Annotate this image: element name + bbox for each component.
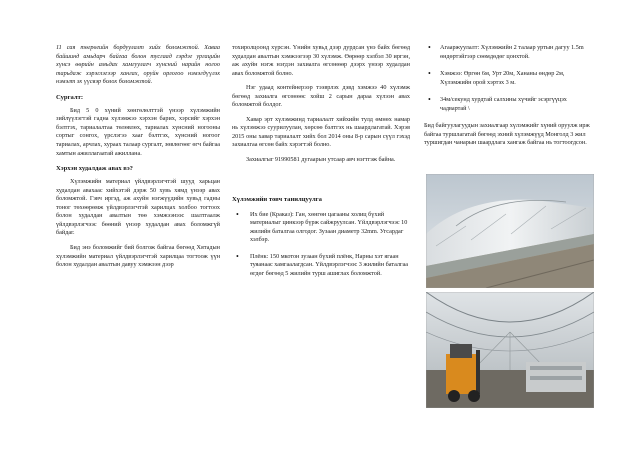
column-right (424, 44, 594, 154)
spec-list-continued (424, 44, 594, 113)
purchase-paragraph: Хүлэмжийн материал үйлдвэрлэгчтэй шууд харьцан худалдан авахаас хийхэтэй дэрж 50 хувь хямд үнээр авах боломжтой. Гэвч иргэд, аж ахуйн нэгжүүдийн хувьд гадны тоног төхөөрөмж үйлдвэрлэгчтэй харилцах холбоо тогтоох болон худалдан авалтын төө хэмжээнээс шалтгаалж үйлдвэрлэгчээс бөөний үнээр худалдан авах боломжгүй байдаг. (56, 178, 220, 237)
spec-size-item: • Хэмжээ: Өргөн 6м, Урт 20м, Хананы өндөр 2м, Хүлэмжийн орой хэртэх 3 м. (424, 70, 594, 87)
spec-film-item: • Плёнк: 150 мкотон зузаан бүхий плёнк, Нарны хэт ягаан туяанаас хамгаалагдсан. Үйлдвэрлэгчээс 3 жилийн баталгаа өгдөг бөгөөд 5 жилийн турш ашиглах боломжтой. (232, 253, 410, 279)
greenhouse-exterior-photo (426, 174, 594, 288)
experience-paragraph: Бид байгуулагуудын захиалгаар хүлэмжийг хүний оруулж ирж байгаа туршлагатай бөгөөд эхний хүлэмжүүд Монголд 3 жил туршигдан чанарын шаардлага хангаж байгаа нь тогтоогдсон. (424, 122, 590, 147)
shipping-paragraph: Нэг удаад контейнерээр тээврлэх дэвд хэмжээ 40 хүлэмж бөгөөд захиалга өгсөнөөс хойш 2 сарын дараа хүлээн авах боломжтой болдог. (232, 84, 410, 109)
how-to-buy-heading: Хэрхэн худалдаж авах вэ? (56, 165, 133, 173)
spec-list (232, 211, 410, 279)
training-paragraph: Бид 5 0 хүний хөнгөлөлттэй үнээр хүлэмжийн зийлүүлэгтэй гадна хүлэмжээ хэрхэн барих, хэрсийг хэрхэн бэлтгэх, тариалалтаа төлөвлөх, тариалах хүнсний ногооны сортыг сонгох, үрслэгээ хааг бэлтгэх, хүнсний ногоог тариалах, арчлах, хураах талаар сургалт, зөвлөгөөг өгч байгаа хамтын ажиллагаатай ажиллана. (56, 106, 220, 157)
timing-paragraph: Хавар эрт хүлэмжинд тариалалт хийхийн тулд өмнөх намар нь хүлэмжээ суурилуулан, хөрсөө бэлтгэх нь шаардлагатай. Хэрэв 2015 оны хавар тариалалт хийх бол 2014 оны 8-р сарын сүүл гэхэд захиалгаа өгсөн байх хэрэгтэй болно. (232, 115, 410, 149)
column-middle (232, 44, 410, 286)
opportunity-paragraph: Бид энэ боломжийг бий болгож байгаа бөгөөд Хятадын хүлэмжийн материал үйлдвэрлэгчтэй харилцаа тогтоож үүн болон худалдан авалтын давуу хэмжээн дээр (56, 244, 220, 269)
spec-wind-item: • 34м/секунд хурдтай салхины хүчийг эсэргүүцэх чадвартай \ (424, 96, 594, 113)
spec-frame-item: • Их бие (Краказ): Ган, хөнгөн цагааны холиц бүхий материалыг цинкээр бүрж сайжруулсан. Үйлдвэрлэгчээс 10 жилийн баталгаа олгодог. Зузаан диаметр 32mm. Угсардаг хэлбэр. (232, 211, 410, 245)
agreement-paragraph: тохиролцоонд хүрсэн. Үнийн хувьд дээр дурдсан үнэ байх бөгөөд худалдан авалтын хэмжээгээр 30 хүлэмж. Өөрөөр хэлбэл 30 иргэн, аж ахуйн нэгж нэгдэн захиалга өгсөнөөр дээрх үнээр худалдан авах боломжтой болно. (232, 44, 410, 77)
greenhouse-intro-heading: Хүлэмжийн товч танилцуулга (232, 195, 322, 203)
order-phone-paragraph: Захиалгыг 91990581 дугаарын утсаар авч нэгтгэж байна. (246, 156, 396, 164)
column-left (56, 44, 220, 276)
training-heading: Сургалт: (56, 93, 84, 101)
intro-paragraph: 11 сая төгрөгийн бордуулалт хийх боломжтой. Хаваа байшинд амьдарч байгаа болон тусгаад гэрдэг ургацийн хүнсэ өөрийн амьдах хамгуулагч хүнсний нарийн ногоо тарьдаж хэрэглэгээр хангах, оруйн орлогоо нэмэгдүүлэх нэмэлт эх үүсвэр болох боломжтой. (56, 44, 220, 86)
greenhouse-interior-photo (426, 292, 594, 408)
spec-ventilation-item: • Агааржуулалт: Хүлэмжийн 2 талаар уртын дагуу 1.5m өндөртэйгээр сөөмдөдөг цонхтой. (424, 44, 594, 61)
